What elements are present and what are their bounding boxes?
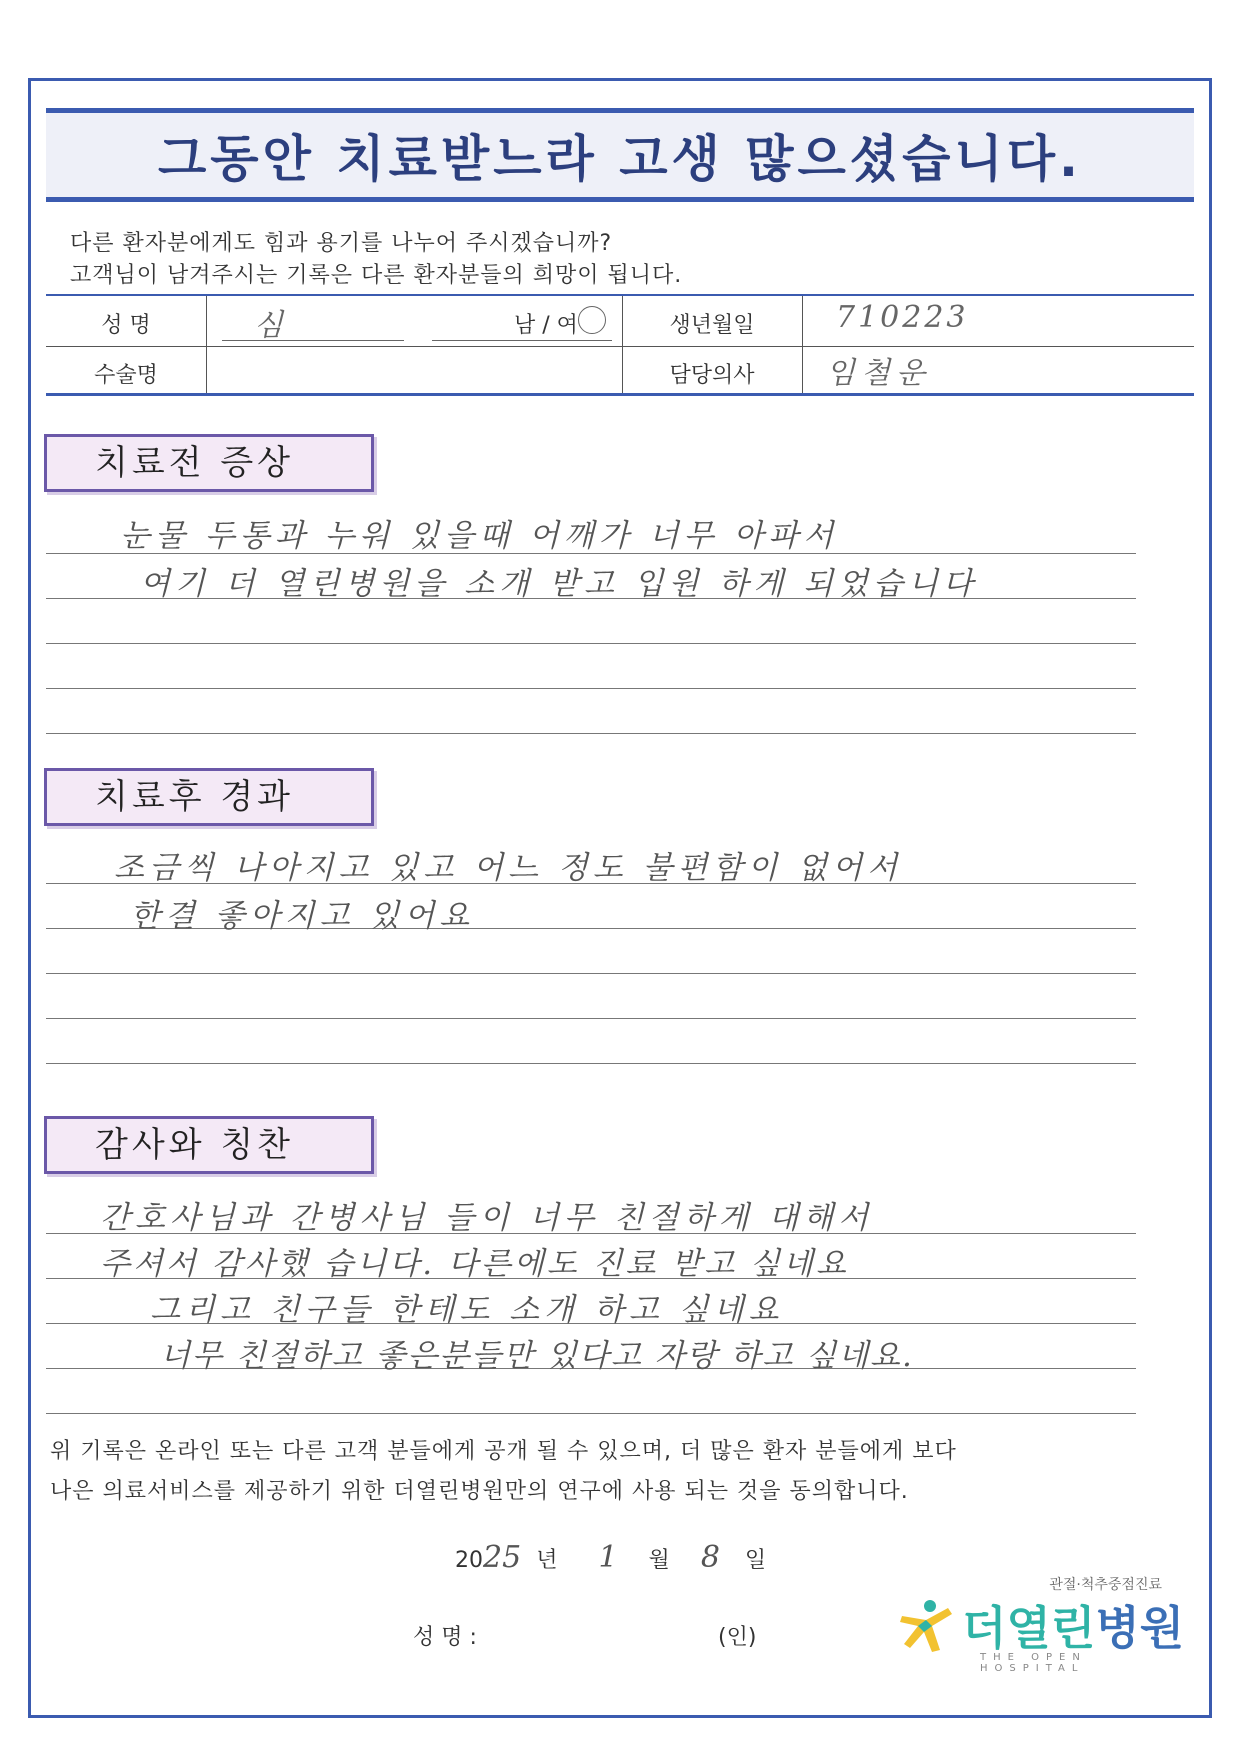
info-col-divider xyxy=(206,296,207,393)
day-unit: 일 xyxy=(744,1548,767,1573)
section-before-label: 치료전 증상 xyxy=(44,434,374,492)
writing-line xyxy=(46,688,1136,689)
logo-subtitle: THE OPEN HOSPITAL xyxy=(980,1652,1087,1674)
consent-line-1: 위 기록은 온라인 또는 다른 고객 분들에게 공개 될 수 있으며, 더 많은 환자 분들에게 보다 xyxy=(50,1439,957,1464)
year-handwritten[interactable]: 25 xyxy=(483,1540,522,1575)
thanks-text-line-2[interactable]: 주셔서 감사했 습니다. 다른에도 진료 받고 싶네요 xyxy=(100,1246,849,1282)
before-text-line-1[interactable]: 눈물 두통과 누워 있을때 어깨가 너무 아파서 xyxy=(120,518,839,554)
month-unit: 월 xyxy=(648,1548,670,1573)
info-col-divider xyxy=(802,296,803,393)
date-row xyxy=(455,1540,766,1575)
name-underline xyxy=(222,340,404,341)
surgery-label: 수술명 xyxy=(94,363,158,388)
thanks-text-line-3[interactable]: 그리고 친구들 한테도 소개 하고 싶네요 xyxy=(150,1292,784,1328)
after-text-line-1[interactable]: 조금씩 나아지고 있고 어느 정도 불편함이 없어서 xyxy=(114,850,903,886)
logo-tagline: 관절·척추중점진료 xyxy=(1049,1577,1162,1593)
writing-line xyxy=(46,643,1136,644)
consent-line-2: 나은 의료서비스를 제공하기 위한 더열린병원만의 연구에 사용 되는 것을 동의합니다. xyxy=(50,1479,909,1504)
intro-line-2: 고객님이 남겨주시는 기록은 다른 환자분들의 희망이 됩니다. xyxy=(70,263,683,288)
before-text-line-2[interactable]: 여기 더 열린병원을 소개 받고 입원 하게 되었습니다 xyxy=(140,566,978,602)
page-title: 그동안 치료받느라 고생 많으셨습니다. xyxy=(157,130,1082,188)
doctor-label: 담당의사 xyxy=(669,363,755,388)
section-thanks-label: 감사와 칭찬 xyxy=(44,1116,374,1174)
logo-name-part2: 병원 xyxy=(1095,1601,1185,1655)
dob-label: 생년월일 xyxy=(669,313,755,338)
name-value[interactable]: 심 xyxy=(254,308,283,343)
patient-info-table xyxy=(46,294,1194,396)
intro-line-1: 다른 환자분에게도 힘과 용기를 나누어 주시겠습니까? xyxy=(70,231,613,256)
logo-name-part1: 더열린 xyxy=(962,1601,1096,1655)
year-unit: 년 xyxy=(536,1548,558,1573)
writing-line xyxy=(46,1413,1136,1414)
writing-line xyxy=(46,1018,1136,1019)
month-handwritten[interactable]: 1 xyxy=(598,1540,618,1575)
writing-line xyxy=(46,973,1136,974)
title-band xyxy=(46,108,1194,202)
open-figure-icon xyxy=(896,1594,958,1656)
writing-line xyxy=(46,1063,1136,1064)
logo-name xyxy=(962,1592,1184,1658)
thanks-text-line-4[interactable]: 너무 친절하고 좋은분들만 있다고 자랑 하고 싶네요. xyxy=(160,1338,914,1374)
hospital-logo xyxy=(896,1574,1185,1674)
seal-label: (인) xyxy=(718,1625,757,1650)
section-after-label: 치료후 경과 xyxy=(44,768,374,826)
doctor-value[interactable]: 임철운 xyxy=(826,356,931,391)
writing-line xyxy=(46,733,1136,734)
signature-label: 성 명 : xyxy=(413,1625,477,1650)
after-text-line-2[interactable]: 한결 좋아지고 있어요 xyxy=(130,898,475,934)
gender-label: 남 / 여 xyxy=(514,313,578,338)
year-prefix: 20 xyxy=(455,1548,483,1573)
day-handwritten[interactable]: 8 xyxy=(700,1540,720,1575)
gender-selected-circle xyxy=(578,306,606,334)
name-label: 성 명 xyxy=(101,313,151,338)
dob-value[interactable]: 710223 xyxy=(836,300,969,335)
thanks-text-line-1[interactable]: 간호사님과 간병사님 들이 너무 친절하게 대해서 xyxy=(100,1200,874,1236)
info-row-divider xyxy=(46,346,1194,347)
gender-underline xyxy=(432,340,612,341)
